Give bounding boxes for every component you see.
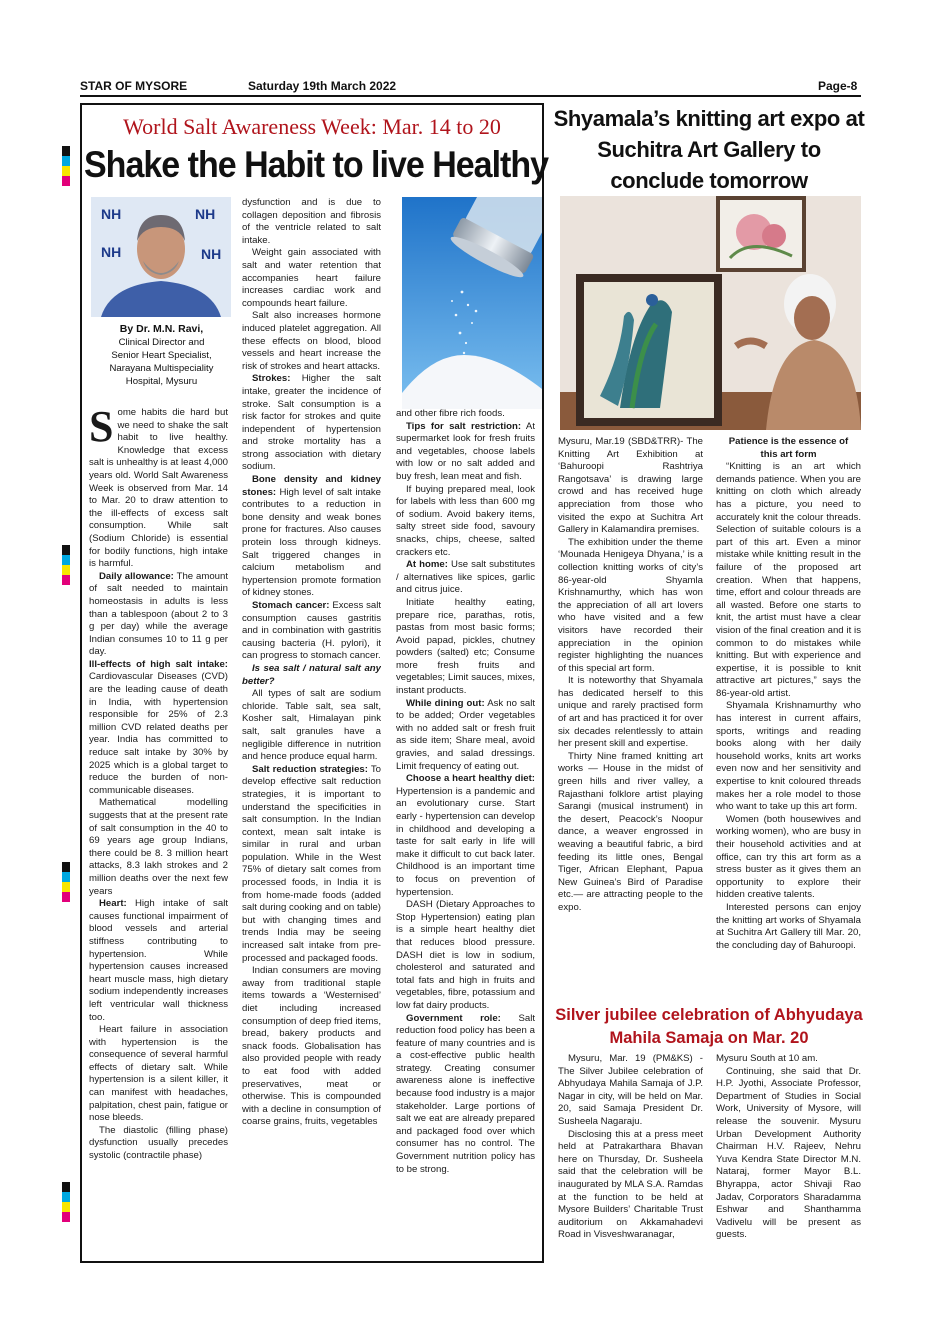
- knit-column-1: [558, 436, 703, 998]
- svg-text:NH: NH: [195, 206, 216, 222]
- paragraph: Ask no salt to be added; Order vegetables with no added salt or fresh fruit as side item; Share meal, avoid gravies, and salad dressings. Limit frequency of eating out.: [396, 697, 535, 772]
- subhead: Choose a heart healthy diet:: [406, 773, 535, 785]
- salt-byline: [84, 323, 239, 388]
- artist-photo: [560, 196, 861, 430]
- subhead: Stomach cancer:: [252, 600, 330, 611]
- paragraph: Weight gain associated with salt and water retention that accompanies heart failure increases cardiac work and compounds heart failure.: [242, 247, 381, 309]
- paragraph: All types of salt are sodium chloride. Table salt, sea salt, Kosher salt, Himalayan pink salt, salt granules have a negligible difference in nutrition and hence produce equal harm.: [242, 688, 381, 763]
- issue-date: Saturday 19th March 2022: [248, 79, 397, 93]
- jubilee-column-1: [558, 1053, 703, 1273]
- paragraph: Hypertension is a pandemic and an evolutionary curse. Start early - hypertension can develop in childhood and developing a taste for salt early in life will make it difficult to cut back later. Childhood is an important time to focus on prevention of hypertension.: [396, 785, 535, 898]
- subhead: At home:: [406, 559, 448, 571]
- paragraph: It is noteworthy that Shyamala has dedicated herself to this unique and rarely practised form of art and has practiced it for over six decades relentlessly to attain her present skill and expertise.: [558, 675, 703, 750]
- doctor-photo: [91, 197, 231, 317]
- author-role: Narayana Multispeciality: [109, 363, 214, 374]
- paragraph: Excess salt consumption causes gastritis and in combination with gastritis causing bacteria (H. pylori), it can progress to stomach cancer.: [242, 600, 381, 662]
- paragraph: Continuing, she said that Dr. H.P. Jyothi, Associate Professor, Department of Studies in Social Work, University of Mysore, will release the souvenir. Mysuru Urban Development Authority Chairman H.V. Rajeev, Nehru Yuva Kendra State Director M.N. Nataraj, former Mayor B.L. Bhyrappa, actor Shivaji Rao Jadav, Corporators Sharadamma Eshwar and Shanthamma Vadivelu will be present as guests.: [716, 1065, 861, 1241]
- svg-text:NH: NH: [101, 206, 122, 222]
- paragraph: Salt reduction food policy has been a feature of many countries and is a cost-effective public health strategy. Creating consumer awareness alone is ineffective because food industry is a major stakeholder. Large portions of salt we eat are already prepared and packaged food over which consumer has no control. The Government nutrition policy has to be strong.: [396, 1012, 535, 1175]
- drop-cap: S: [89, 407, 114, 451]
- paragraph: To develop effective salt reduction strategies, it is important to understand the specificities in salt consumption. In the Indian context, mean salt intake is similar in rural and urban population. While in the West 75% of dietary salt comes from processed foods, in India it is from home-made foods (added salt during cooking and on table) but with changing times and trends India may be seeing increased salt intake from pre-processed and packaged foods.: [242, 763, 381, 964]
- paragraph: The exhibition under the theme ‘Mounada Henigeya Dhyana,’ is a collection knitting works of city’s 86-year-old Shyamla Krishnamurthy, which has won the appreciation of all art lovers who have visited and a few visitors have recorded their appreciation in the opinion register highlighting the nuances of this special art form.: [558, 536, 703, 674]
- paragraph: Thirty Nine framed knitting art works — House in the midst of green hills and river valley, a Rajasthani folklore artist playing Sarangi (musical instrument) in the desert, Peacock’s Noopur dance, a weaver engrossed in weaving a beautiful fabric, a bird feeding its little ones, Bengal Tiger, African Elephant, Papua New Guinea’s Bird of Paradise etc.— are attracting people to the expo.: [558, 750, 703, 913]
- paragraph: Salt also increases hormone induced platelet aggregation. All these effects on blood, blood vessels and heart increase the risk of strokes and heart attacks.: [242, 310, 381, 372]
- page-number: Page-8: [818, 79, 858, 93]
- subhead: Patience is the essence of this art form: [728, 436, 849, 460]
- paragraph: Shyamala Krishnamurthy who has interest in current affairs, sports, writings and reading books along with her daily household works, knits art works even now and her sensitivity and expertise to knit coloured threads makes her a role model to those who want to take up this art form.: [716, 700, 861, 813]
- paragraph: and other fibre rich foods.: [396, 408, 505, 419]
- subhead: Strokes:: [252, 373, 291, 385]
- paragraph: Initiate healthy eating, prepare rice, parathas, rotis, pastas from most basic forms; Avoid papad, pickles, chutney powders (salted) etc; Consume more fresh fruits and vegetables; Limit sauces, mixes, instant products.: [396, 596, 535, 697]
- subhead: Government role:: [406, 1012, 501, 1024]
- jubilee-headline: Silver jubilee celebration of Abhyudaya Mahila Samaja on Mar. 20: [555, 1006, 863, 1047]
- svg-text:NH: NH: [101, 244, 122, 260]
- paragraph: Use salt substitutes / alternatives like spices, garlic and citrus juice.: [396, 559, 535, 596]
- paragraph: Cardiovascular Diseases (CVD) are the leading cause of death in India, with hypertension responsible for 25% of 2.3 million CVD related deaths per year. India has committed to reduce salt intake by 30% by 2025 which is a global target to reduce the burden of non-communicable diseases.: [89, 671, 228, 796]
- salt-column-3: [396, 408, 535, 1253]
- paragraph: dysfunction and is due to collagen deposition and fibrosis of the ventricle related to salt intake.: [242, 197, 381, 246]
- paragraph: DASH (Dietary Approaches to Stop Hypertension) eating plan is a simple heart healthy diet that reduces blood pressure. DASH diet is low in sodium, cholesterol and saturated and total fats and high in fruits and vegetables, fibre, potassium and low fat dairy products.: [396, 899, 535, 1011]
- paragraph: “Knitting is an art which demands patience. When you are knitting on cloth which already has a picture, you need to accurately knit the colour threads. Selection of suitable colours is a part of this art. Even a minor mistake while knitting result in the failure of the proposed art creation. When that happens, time, effort and colour threads are all wasted. Before one starts to knit, the artist must have a clear vision of the final creation and it is common to do mistakes while knitting. But with experience and expertise, it is possible to knit attractive art pictures,” says the 86-year-old artist.: [716, 461, 861, 699]
- svg-text:NH: NH: [201, 246, 222, 262]
- subhead: Tips for salt restriction:: [406, 420, 522, 432]
- subhead: Ill-effects of high salt intake:: [89, 658, 228, 670]
- subhead: Heart:: [99, 898, 127, 910]
- paragraph: Mathematical modelling suggests that at the present rate of salt consumption in the 40 to 69 years age group Indians, there could be 8. 3 million heart attacks, 8.3 lakh strokes and 2 million deaths over the next few years: [89, 797, 228, 897]
- paragraph: Mysuru, Mar.19 (SBD&TRR)- The Knitting Art Exhibition at ‘Bahuroopi Rashtriya Rangotsava’ is drawing large crowd and has received huge appreciation from those who visited the expo at Suchitra Art Gallery in Kalamandira premises.: [558, 436, 703, 536]
- paragraph: ome habits die hard but we need to shake the salt habit to live healthy. Knowledge that excess salt is unhealthy is at least 4,000 years old. World Salt Awareness Week is observed from Mar. 14 to Mar. 20 to draw attention to the ill-effects of excess salt consumption. While salt (Sodium Chloride) is essential for bodily functions, high intake is harmful.: [89, 407, 228, 570]
- subhead: While dining out:: [406, 697, 485, 709]
- header-rule: [80, 95, 861, 97]
- salt-shaker-photo: [402, 197, 542, 409]
- registration-marks-mid2: [62, 862, 70, 902]
- paragraph: High intake of salt causes functional impairment of blood vessels and arterial stiffness contributing to hypertension. While hypertension causes increased heart muscle mass, high dietary sodium independently increases left ventricular wall thickness too.: [89, 898, 228, 1023]
- paragraph: The amount of salt needed to maintain homeostasis in adults is less than a tablespoon (about 2 to 3 g per day) while the average Indian consumes 10 to 11 g per day.: [89, 570, 228, 658]
- author-role: Senior Heart Specialist,: [111, 350, 212, 361]
- registration-marks-bottom: [62, 1182, 70, 1222]
- author-role: Clinical Director and: [118, 337, 205, 348]
- paragraph: Disclosing this at a press meet held at Patrakarthara Bhavan here on Thursday, Dr. Susheela said that the celebration will be inaugurated by MLA S.A. Ramdas at the function to be held at Mysore Builders’ Charitable Trust auditorium on Akkamahadevi Road in Visveshwaranagar,: [558, 1128, 703, 1241]
- paragraph: Mysuru, Mar. 19 (PM&KS) - The Silver Jubilee celebration of Abhyudaya Mahila Samaja of J.P. Nagar in city, will be held on Mar. 20, said Samaja President Dr. Susheela Nagaraju.: [558, 1053, 703, 1127]
- jubilee-column-2: [716, 1053, 861, 1273]
- subhead: Daily allowance:: [99, 570, 174, 582]
- paragraph: The diastolic (filling phase) dysfunction usually precedes systolic (contractile phase): [89, 1124, 228, 1162]
- knit-headline: Shyamala’s knitting art expo at Suchitra Art Gallery to conclude tomorrow: [553, 106, 865, 193]
- paragraph: At supermarket look for fresh fruits and vegetables, choose labels with low or no salt added and buy fresh, lean meat and fish.: [396, 420, 535, 482]
- registration-marks-mid1: [62, 545, 70, 585]
- subhead: Bone density and kidney stones:: [242, 474, 381, 498]
- author-role: Hospital, Mysuru: [125, 376, 198, 387]
- paragraph: If buying prepared meal, look for labels with less than 600 mg of sodium. Avoid bakery items, salty street side food, savoury snacks, chips, cheese, salted crackers etc.: [396, 483, 535, 558]
- author-name: By Dr. M.N. Ravi,: [119, 323, 204, 335]
- subhead: Salt reduction strategies:: [252, 763, 368, 775]
- paragraph: Indian consumers are moving away from traditional staple items towards a ‘Westernised’ diet including increased consumption of deep fried items, bread, bakery products and snack foods. Globalisation has also provided people with ready to eat food with added preservatives, meat or otherwise. This is compounded with a decline in consumption of coarse grains, fruits, vegetables: [242, 965, 381, 1128]
- paper-name: STAR OF MYSORE: [80, 79, 188, 93]
- salt-column-1: [89, 407, 228, 1253]
- registration-marks-top: [62, 146, 70, 186]
- paragraph: Women (both housewives and working women), who are busy in their household activities and at office, can try this art form as a stress buster as it gives them an opportunity to explore their hidden creative talents.: [716, 813, 861, 901]
- salt-headline: Shake the Habit to live Healthy: [84, 144, 549, 186]
- paragraph: High level of salt intake contributes to a reduction in bone density and weak bones prone for fractures. Also causes protein loss through kidneys. Salt triggered changes in calcium metabolism and hypertension promote formation of kidney stones.: [242, 486, 381, 599]
- salt-column-2: [242, 197, 381, 1253]
- salt-kicker: World Salt Awareness Week: Mar. 14 to 20: [123, 114, 501, 139]
- paragraph: Mysuru South at 10 am.: [716, 1053, 818, 1064]
- subhead: Is sea salt / natural salt any better?: [242, 662, 381, 687]
- paragraph: Interested persons can enjoy the knitting art works of Shyamala at Suchitra Art Gallery till Mar. 20, the concluding day of Bahuroopi.: [716, 901, 861, 951]
- paragraph: Heart failure in association with hypertension is the consequence of several harmful effects of dietary salt. While hypertension is a silent killer, it can manifest with headaches, palpitation, chest pain, fatigue or nose bleeds.: [89, 1024, 228, 1124]
- paragraph: Higher the salt intake, greater the incidence of stroke. Salt consumption is a risk factor for strokes and quite independent of hypertension and stroke mortality has a strong association with dietary sodium.: [242, 373, 381, 473]
- knit-column-2: [716, 436, 861, 998]
